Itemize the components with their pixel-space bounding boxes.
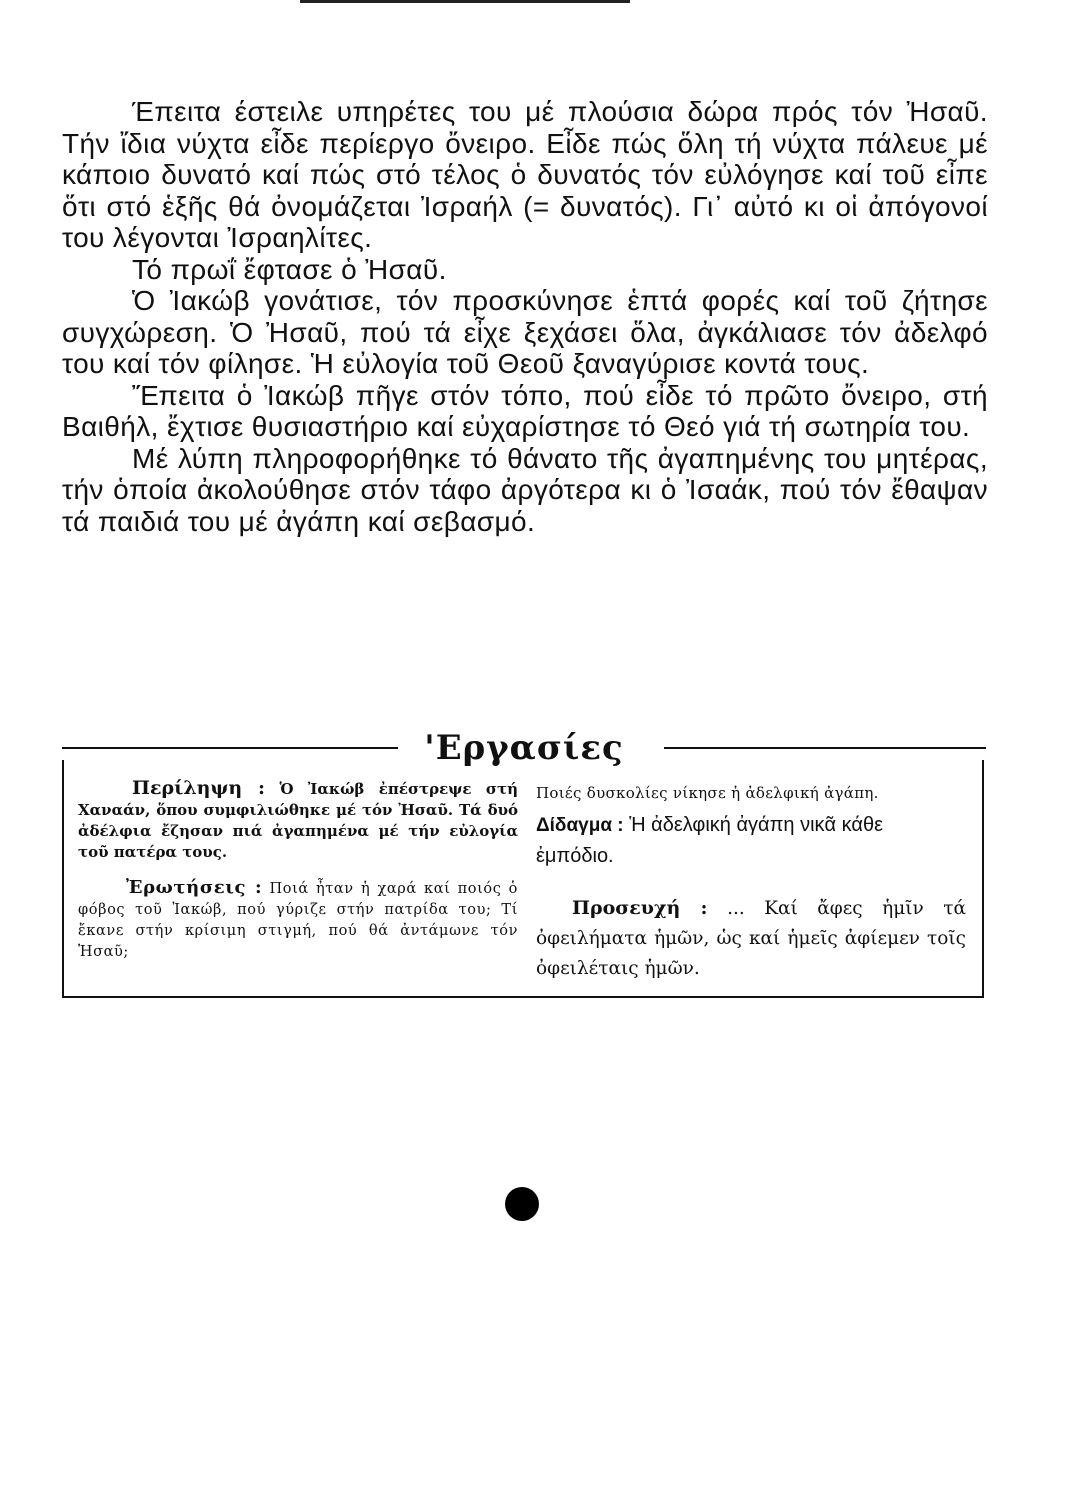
- summary-label: Περίληψη :: [132, 777, 265, 799]
- prayer-label: Προσευχή :: [572, 897, 708, 919]
- header-rule-right: [664, 747, 986, 749]
- exercises-box: [62, 760, 984, 998]
- prayer: [536, 893, 966, 984]
- exercises-left-column: [78, 778, 518, 963]
- questions-label: Ἐρωτήσεις :: [126, 877, 263, 898]
- prayer-text: ... Καί ἄφες ἡμῖν τά ὀφειλήματα ἡμῶν, ὡς καί ἡμεῖς ἀφίεμεν τοῖς ὀφειλέταις ἡμῶν.: [536, 898, 966, 979]
- lesson-label: Δίδαγμα :: [536, 815, 624, 836]
- summary-text: Ὁ Ἰακώβ ἐπέστρεψε στή Χαναάν, ὅπου συμφιλιώθηκε μέ τόν Ἠσαῦ. Τά δυό ἀδέλφια ἔζησαν πιά ἀγαπημένα μέ τήν εὐλογία τοῦ πατέρα τους.: [78, 780, 518, 861]
- story-text: [62, 96, 988, 537]
- lesson-text: Ἡ ἀδελφική ἀγάπη νικᾶ κάθε ἐμπόδιο.: [536, 814, 884, 867]
- exercises-right-column: [536, 778, 966, 984]
- questions-text: Ποιά ἦταν ἡ χαρά καί ποιός ὁ φόβος τοῦ Ἰακώβ, πού γύριζε στήν πατρίδα του; Τί ἔκανε στήν κρίσιμη στιγμή, πού θά ἀντάμωνε τόν Ἠσαῦ;: [78, 881, 518, 960]
- story-paragraph-4: Ἔπειτα ὁ Ἰακώβ πῆγε στόν τόπο, πού εἶδε τό πρῶτο ὄνειρο, στή Βαιθήλ, ἔχτισε θυσιαστήριο καί εὐχαρίστησε τό Θεό γιά τή σωτηρία του.: [62, 379, 988, 442]
- summary: [78, 778, 518, 863]
- lesson: [536, 810, 966, 871]
- story-paragraph-1: Έπειτα έστειλε υπηρέτες του μέ πλούσια δώρα πρός τόν Ἠσαῦ. Τήν ἴδια νύχτα εἶδε περίεργο ὄνειρο. Εἶδε πώς ὅλη τή νύχτα πάλευε μέ κάποιο δυνατό καί πώς στό τέλος ὁ δυνατός τόν εὐλόγησε καί τοῦ εἶπε ὅτι στό ἑξῆς θά ὀνομάζεται Ἰσραήλ (= δυνατός). Γι᾽ αὐτό κι οἱ ἀπόγονοί του λέγονται Ἰσραηλίτες.: [62, 96, 988, 253]
- page-top-edge: [300, 0, 630, 3]
- exercises-title: 'Εργασίες: [424, 728, 624, 768]
- questions: [78, 877, 518, 963]
- story-paragraph-5: Μέ λύπη πληροφορήθηκε τό θάνατο τῆς ἀγαπημένης του μητέρας, τήν ὁποία ἀκολούθησε στόν τάφο ἀργότερα κι ὁ Ἰσαάκ, πού τόν ἔθαψαν τά παιδιά του μέ ἀγάπη καί σεβασμό.: [62, 442, 988, 537]
- story-paragraph-3: Ὁ Ἰακώβ γονάτισε, τόν προσκύνησε ἑπτά φορές καί τοῦ ζήτησε συγχώρεση. Ὁ Ἠσαῦ, πού τά εἶχε ξεχάσει ὅλα, ἀγκάλιασε τόν ἀδελφό του καί τόν φίλησε. Ἡ εὐλογία τοῦ Θεοῦ ξαναγύρισε κοντά τους.: [62, 285, 988, 379]
- story-paragraph-2: Τό πρωΐ ἔφτασε ὁ Ἠσαῦ.: [132, 253, 447, 285]
- difficulties-question: Ποιές δυσκολίες νίκησε ἡ ἀδελφική ἀγάπη.: [536, 784, 879, 802]
- punch-hole: [505, 1187, 539, 1221]
